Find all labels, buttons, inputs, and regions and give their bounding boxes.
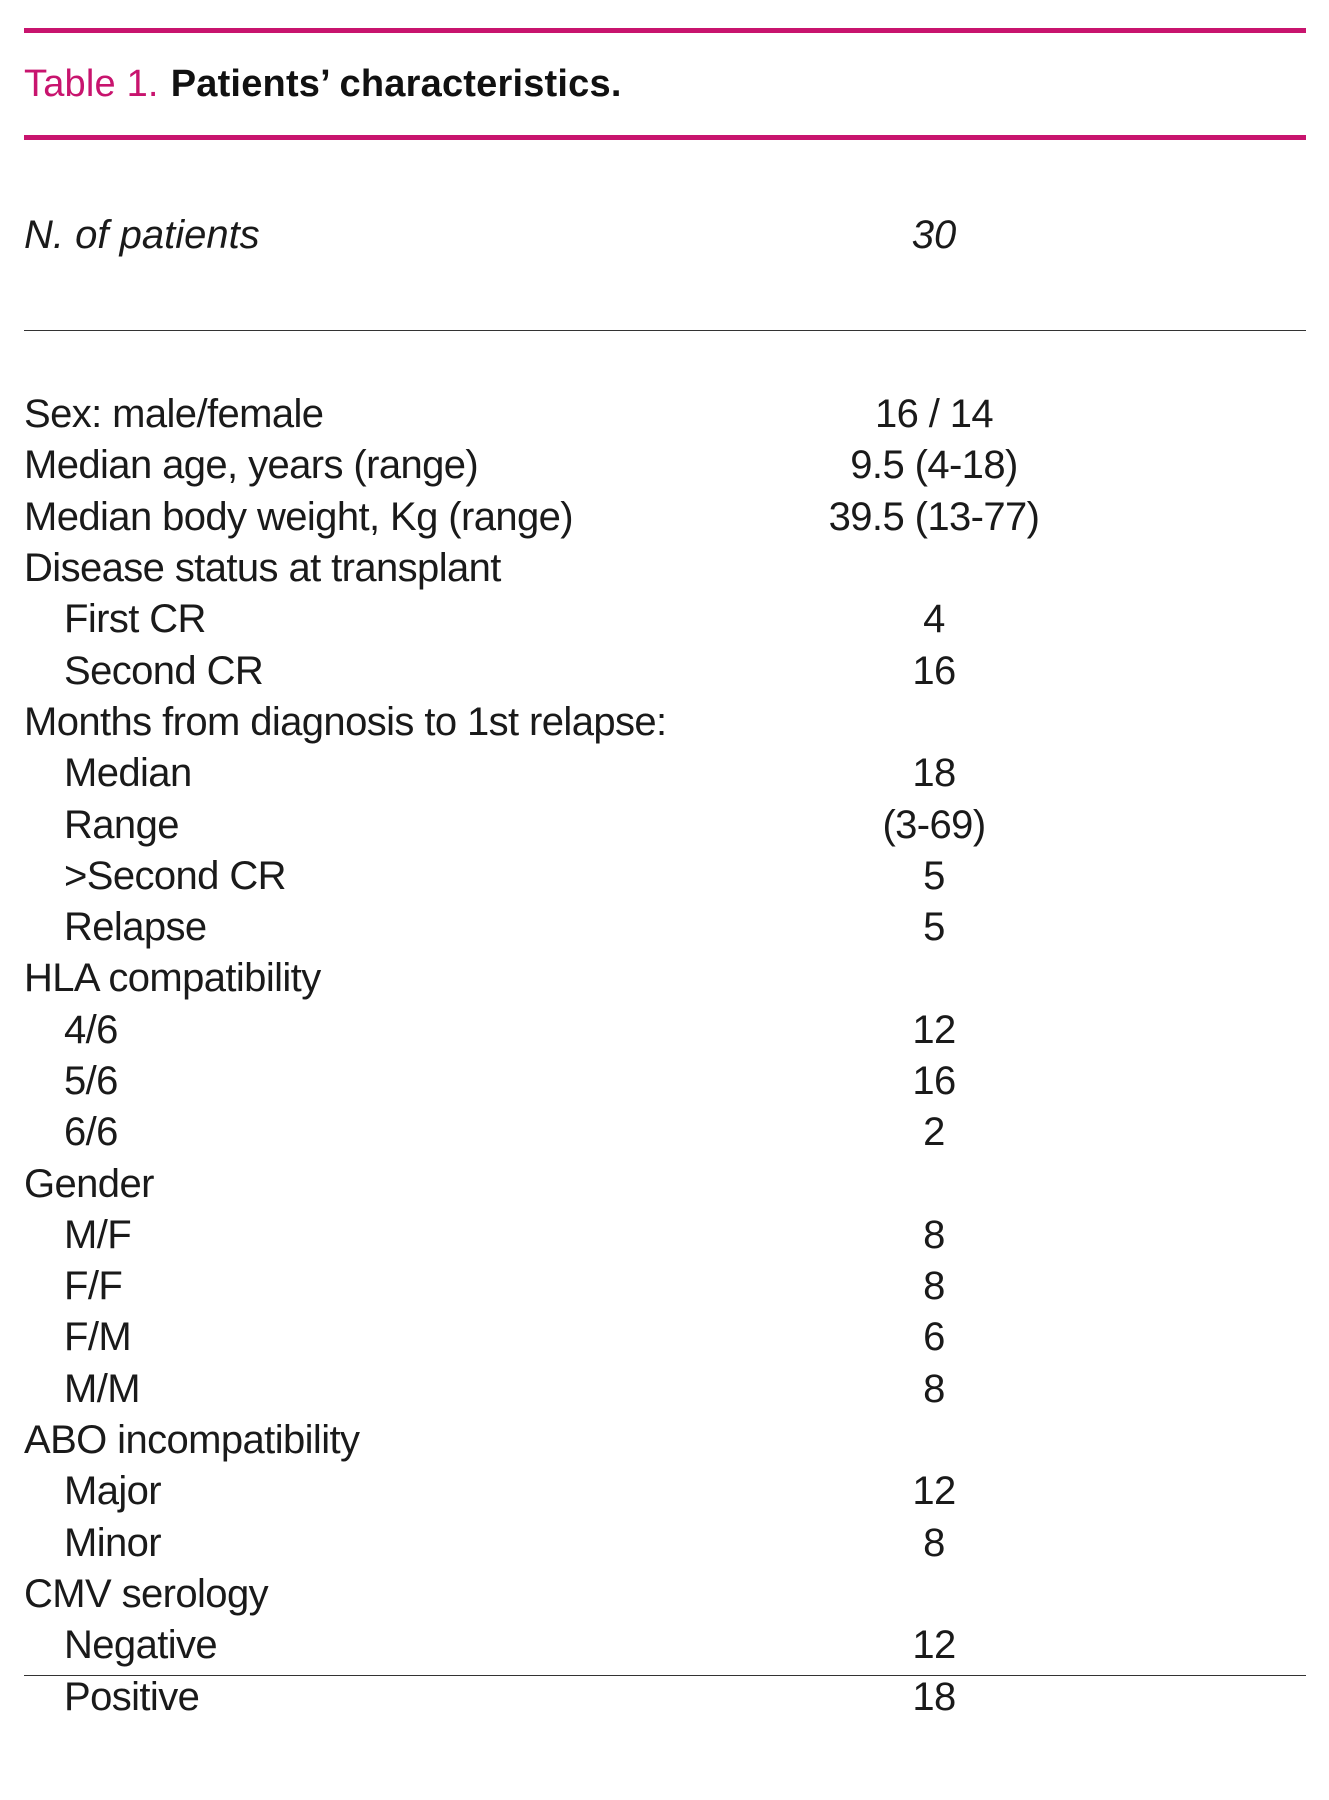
row-value: 39.5 (13-77) [828,494,1040,539]
row-value: 18 [912,1674,956,1719]
row-value: 16 / 14 [874,392,994,437]
table-row [24,543,1306,594]
table-row [24,697,1306,748]
row-label: Median body weight, Kg (range) [24,494,573,539]
row-label: HLA compatibility [24,956,321,1001]
table-row [24,953,1306,1004]
row-label: 4/6 [64,1007,118,1052]
row-value: 8 [923,1212,945,1257]
row-value: (3-69) [882,802,986,847]
table-header [24,140,1306,330]
table-row [24,1364,1306,1415]
table-row [24,1671,1306,1722]
row-value: 12 [912,1623,956,1668]
table-row [24,645,1306,696]
table-container [24,28,1306,1719]
row-value: 12 [912,1469,956,1514]
table-row [24,1210,1306,1261]
row-label: Range [64,802,179,847]
table-title: Patients’ characteristics. [170,62,622,105]
table-row [24,594,1306,645]
row-label: Major [64,1469,162,1514]
header-label: N. of patients [24,212,260,257]
row-value: 8 [923,1520,945,1565]
table-row [24,851,1306,902]
table-row [24,1107,1306,1158]
table-row [24,799,1306,850]
row-label: Second CR [64,648,264,693]
row-value: 4 [923,597,945,642]
row-label: 6/6 [64,1110,118,1155]
row-value: 16 [912,1059,956,1103]
row-label: Negative [64,1623,218,1668]
row-label: >Second CR [64,853,286,898]
table-row [24,1261,1306,1312]
row-label: Gender [24,1161,154,1206]
row-label: 5/6 [64,1059,118,1103]
row-label: F/F [64,1264,123,1309]
row-label: Median [64,751,192,796]
table-row [24,1518,1306,1569]
row-label: M/F [64,1212,132,1257]
row-label: Sex: male/female [24,392,324,437]
row-label: ABO incompatibility [24,1418,360,1463]
row-label: Relapse [64,905,207,950]
row-value: 12 [912,1007,956,1052]
row-value: 2 [923,1110,945,1155]
row-label: Positive [64,1674,200,1719]
table-row [24,748,1306,799]
row-value: 5 [923,905,945,950]
header-value: 30 [911,212,957,257]
row-value: 16 [912,648,956,693]
row-label: First CR [64,597,206,642]
table-row [24,1005,1306,1056]
table-row [24,902,1306,953]
table-row [24,1466,1306,1517]
table-row [24,1056,1306,1107]
row-value: 5 [923,853,945,898]
table-row [24,1158,1306,1209]
row-label: Minor [64,1520,162,1565]
table-row [24,1415,1306,1466]
table-body [24,331,1306,1719]
row-label: Disease status at transplant [24,546,501,591]
table-row [24,1312,1306,1363]
table-row [24,389,1306,440]
row-label: F/M [64,1315,132,1360]
row-value: 9.5 (4-18) [850,443,1018,488]
row-label: M/M [64,1366,140,1411]
row-value: 8 [923,1366,945,1411]
row-value: 18 [912,751,956,796]
table-row [24,1620,1306,1671]
row-value: 6 [923,1315,945,1360]
table-row [24,440,1306,491]
row-label: Months from diagnosis to 1st relapse: [24,699,667,744]
row-label: Median age, years (range) [24,443,479,488]
row-value: 8 [923,1264,945,1309]
row-label: CMV serology [24,1571,268,1616]
table-caption [24,33,1306,135]
table-number: Table 1. [24,62,159,105]
table-row [24,492,1306,543]
table-row [24,1569,1306,1620]
